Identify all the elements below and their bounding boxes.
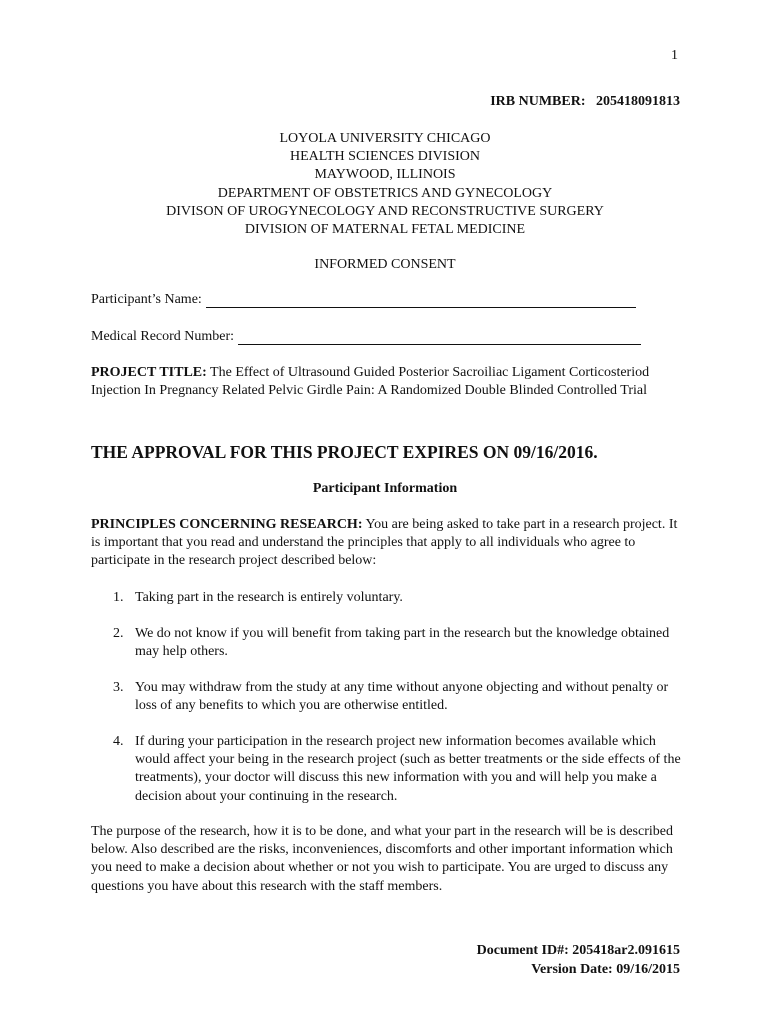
principle-text: You may withdraw from the study at any time without anyone objecting and without penalty or loss of any benefits to which you are otherwise entitled. [135,680,669,714]
principle-item-1 [113,589,683,607]
principles-label: PRINCIPLES CONCERNING RESEARCH: [91,517,363,532]
institution-line-division: HEALTH SCIENCES DIVISION [289,149,481,165]
project-title-block [91,364,681,400]
participant-name-blank[interactable] [206,293,636,308]
institution-line-location: MAYWOOD, ILLINOIS [314,167,456,183]
principle-item-2 [113,625,683,661]
principles-paragraph [91,516,681,571]
institution-line-maternal-fetal: DIVISION OF MATERNAL FETAL MEDICINE [244,222,526,238]
principle-number: 1. [113,590,124,605]
principle-item-4 [113,733,683,806]
principle-number: 3. [113,680,124,695]
participant-information-heading: Participant Information [312,481,458,496]
page-number: 1 [671,48,678,63]
medical-record-number-blank[interactable] [238,330,641,345]
principle-text: Taking part in the research is entirely voluntary. [135,590,403,605]
project-title-text: The Effect of Ultrasound Guided Posterior Sacroiliac Ligament Corticosteriod Injection In Pregnancy Related Pelvic Girdle Pain: A Randomized Double Blinded Controlled Trial [91,365,650,399]
medical-record-number-label: Medical Record Number: [91,329,235,344]
purpose-paragraph: The purpose of the research, how it is to be done, and what your part in the research will be is described below. Also described are the risks, inconveniences, discomforts and other important information which you need to make a decision about whether or not you wish to participate. You are urged to discuss any questions you have about this research with the staff members. [91,824,673,894]
principle-text: If during your participation in the research project new information becomes available which would affect your being in the research project (such as better treatments or the side effects of the treatments), your doctor will discuss this new information with you and will help you make a decision about your continuing in the research. [135,734,681,804]
irb-number: IRB NUMBER: 205418091813 [490,94,680,109]
approval-expiration-notice: THE APPROVAL FOR THIS PROJECT EXPIRES ON 09/16/2016. [91,442,598,462]
principle-number: 4. [113,734,124,749]
principle-text: We do not know if you will benefit from taking part in the research but the knowledge obtained may help others. [135,626,670,660]
principle-item-3 [113,679,683,715]
principle-number: 2. [113,626,124,641]
consent-title: INFORMED CONSENT [314,257,456,272]
participant-name-field[interactable] [91,292,636,308]
institution-line-urogynecology: DIVISON OF UROGYNECOLOGY AND RECONSTRUCTIVE SURGERY [166,203,604,219]
document-id: Document ID#: 205418ar2.091615 [476,943,680,958]
institution-line-university: LOYOLA UNIVERSITY CHICAGO [279,131,491,146]
participant-name-label: Participant’s Name: [91,292,202,307]
medical-record-number-field[interactable] [91,329,641,345]
principles-text: You are being asked to take part in a research project. It is important that you read and understand the principles that apply to all individuals who agree to participate in the research project described below: [91,517,678,569]
document-footer [477,941,680,979]
institution-header [0,130,770,239]
version-date: Version Date: 09/16/2015 [531,962,680,977]
institution-line-department: DEPARTMENT OF OBSTETRICS AND GYNECOLOGY [217,185,553,201]
project-title-label: PROJECT TITLE: [91,365,207,380]
